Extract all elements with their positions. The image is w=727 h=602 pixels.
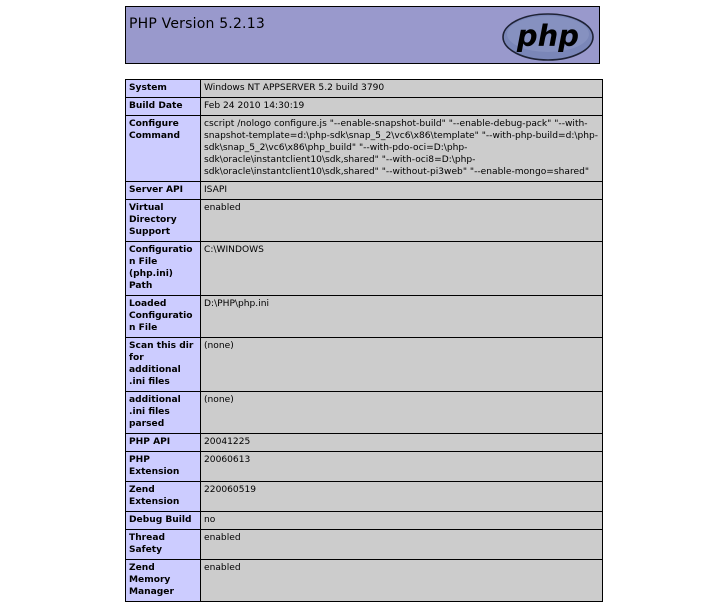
row-label: Build Date: [126, 98, 201, 116]
table-row: [126, 392, 603, 434]
row-value: 220060519: [201, 482, 603, 512]
row-value: (none): [201, 338, 603, 392]
table-row: [126, 98, 603, 116]
table-row: [126, 242, 603, 296]
row-label: PHP Extension: [126, 452, 201, 482]
row-value: enabled: [201, 200, 603, 242]
php-logo-text: php: [516, 19, 580, 53]
table-row: [126, 80, 603, 98]
phpinfo-container: [125, 6, 602, 602]
header-spacer: [125, 64, 602, 79]
row-label: Configuration File (php.ini) Path: [126, 242, 201, 296]
info-table: [125, 79, 603, 602]
row-label: Scan this dir for additional .ini files: [126, 338, 201, 392]
row-value: C:\WINDOWS: [201, 242, 603, 296]
table-row: [126, 434, 603, 452]
row-label: Loaded Configuration File: [126, 296, 201, 338]
row-label: Debug Build: [126, 512, 201, 530]
table-row: [126, 560, 603, 602]
table-row: [126, 296, 603, 338]
row-label: Virtual Directory Support: [126, 200, 201, 242]
table-row: [126, 512, 603, 530]
table-row: [126, 452, 603, 482]
table-row: [126, 530, 603, 560]
row-value: (none): [201, 392, 603, 434]
row-value: D:\PHP\php.ini: [201, 296, 603, 338]
row-label: Thread Safety: [126, 530, 201, 560]
table-row: [126, 482, 603, 512]
row-label: additional .ini files parsed: [126, 392, 201, 434]
table-row: [126, 116, 603, 182]
row-value: no: [201, 512, 603, 530]
row-label: PHP API: [126, 434, 201, 452]
table-row: [126, 200, 603, 242]
row-value: 20041225: [201, 434, 603, 452]
php-logo: [501, 12, 595, 62]
version-header: [125, 6, 600, 64]
row-value: ISAPI: [201, 182, 603, 200]
row-label: System: [126, 80, 201, 98]
page-title: PHP Version 5.2.13: [129, 16, 265, 32]
row-value: enabled: [201, 560, 603, 602]
row-value: Feb 24 2010 14:30:19: [201, 98, 603, 116]
table-row: [126, 182, 603, 200]
table-row: [126, 338, 603, 392]
row-value: cscript /nologo configure.js "--enable-snapshot-build" "--enable-debug-pack" "--with-snapshot-template=d:\php-sdk\snap_5_2\vc6\x86\template" "--with-php-build=d:\php-sdk\snap_5_2\vc6\x86\php_build" "--with-pdo-oci=D:\php-sdk\oracle\instantclient10\sdk,shared" "--with-oci8=D:\php-sdk\oracle\instantclient10\sdk,shared" "--without-pi3web" "--enable-mongo=shared": [201, 116, 603, 182]
row-label: Server API: [126, 182, 201, 200]
row-label: Configure Command: [126, 116, 201, 182]
row-value: enabled: [201, 530, 603, 560]
row-label: Zend Extension: [126, 482, 201, 512]
row-label: Zend Memory Manager: [126, 560, 201, 602]
row-value: Windows NT APPSERVER 5.2 build 3790: [201, 80, 603, 98]
row-value: 20060613: [201, 452, 603, 482]
